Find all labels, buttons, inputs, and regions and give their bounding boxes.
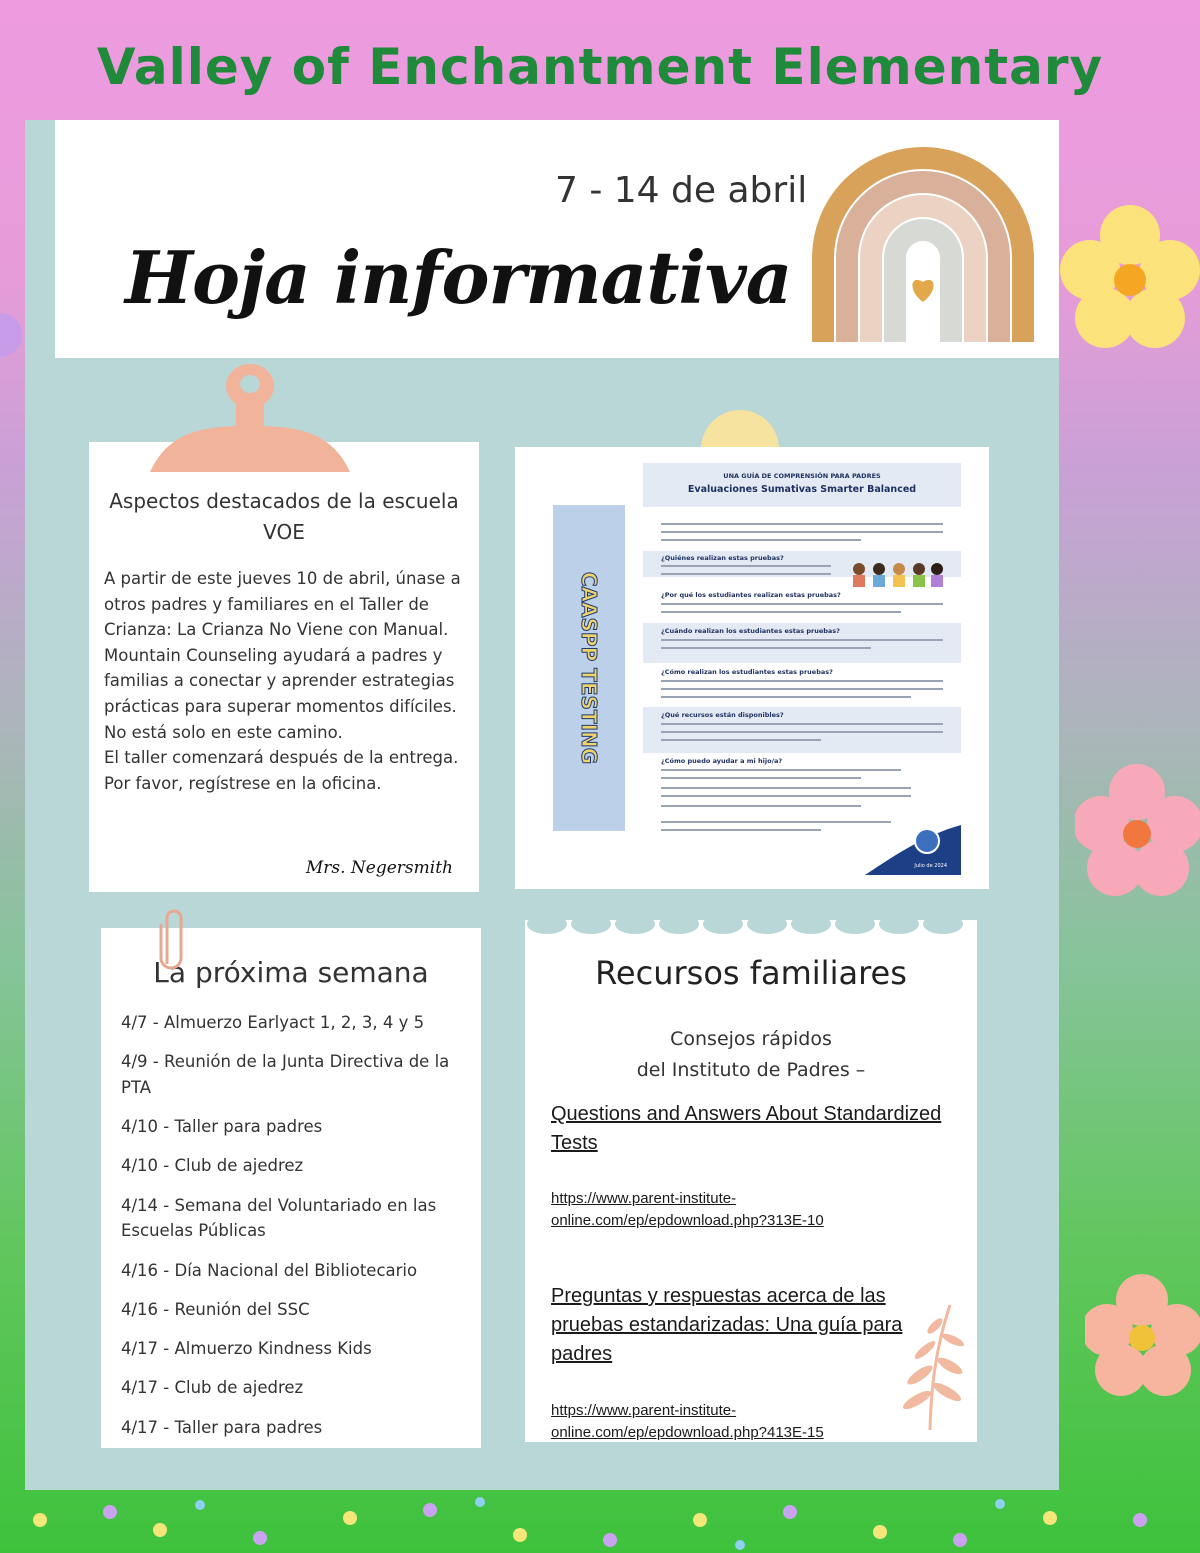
fern-leaf-icon [895, 1300, 965, 1430]
school-title: Valley of Enchantment Elementary [96, 38, 1104, 96]
resources-subtitle-line: del Instituto de Padres – [636, 1059, 866, 1081]
family-resources-card [525, 920, 977, 1442]
event-item: 4/17 - Club de ajedrez [121, 1378, 304, 1398]
text-line [661, 680, 943, 682]
event-item: 4/9 - Reunión de la Junta Directiva de la PTA [121, 1052, 450, 1097]
clipboard-clip-icon [150, 360, 350, 472]
text-line [661, 523, 943, 525]
caaspp-banner [553, 505, 625, 831]
text-line [661, 565, 831, 567]
resources-subtitle-line: Consejos rápidos [670, 1028, 832, 1050]
events-list [121, 1010, 471, 1454]
text-line [661, 829, 821, 831]
text-line [661, 739, 821, 741]
event-item: 4/7 - Almuerzo Earlyact 1, 2, 3, 4 y 5 [121, 1013, 425, 1032]
caaspp-banner-text: CAASPP TESTING [577, 571, 601, 765]
highlights-paragraph: El taller comenzará después de la entrega. Por favor, regístrese en la oficina. [104, 748, 459, 793]
rainbow-icon [807, 142, 1039, 342]
newsletter-sheet [25, 120, 1059, 1490]
event-item: 4/10 - Club de ajedrez [121, 1156, 304, 1176]
guide-title: Evaluaciones Sumativas Smarter Balanced [687, 484, 917, 495]
event-item: 4/17 - Taller para padres [121, 1417, 323, 1437]
guide-question: ¿Quiénes realizan estas pruebas? [661, 554, 784, 562]
newsletter-title: Hoja informativa [125, 235, 792, 320]
text-line [661, 539, 861, 541]
resource-url-spanish[interactable]: https://www.parent-institute-online.com/ep/epdownload.php?413E-15 [551, 1402, 824, 1441]
text-line [661, 787, 911, 789]
paperclip-icon [157, 904, 187, 974]
guide-question: ¿Cómo realizan los estudiantes estas pruebas? [661, 668, 833, 676]
event-item: 4/16 - Día Nacional del Bibliotecario [121, 1260, 418, 1280]
text-line [661, 731, 943, 733]
highlights-paragraph: A partir de este jueves 10 de abril, únase a otros padres y familiares en el Taller de Crianza: La Crianza No Viene con Manual. Mountain Counseling ayudará a padres y familias a conectar y aprender estrategias prácticas para superar momentos difíciles. No está solo en este camino. [104, 569, 461, 742]
flower-decoration-icon [1085, 1270, 1200, 1400]
text-line [661, 611, 901, 613]
flower-decoration-icon [1060, 200, 1200, 350]
resource-link-english[interactable]: Questions and Answers About Standardized Tests [551, 1103, 942, 1154]
caaspp-guide-card [515, 447, 989, 889]
parent-guide-document [643, 463, 961, 875]
text-line [661, 696, 911, 698]
date-range: 7 - 14 de abril [555, 170, 808, 211]
text-line [661, 723, 943, 725]
guide-date: Julio de 2024 [914, 863, 947, 869]
resource-link-spanish[interactable]: Preguntas y respuestas acerca de las pruebas estandarizadas: Una guía para padres [551, 1285, 903, 1365]
event-item: 4/14 - Semana del Voluntariado en las Escuelas Públicas [121, 1195, 437, 1241]
text-line [661, 531, 943, 533]
resources-subtitle [525, 1024, 977, 1086]
guide-question: ¿Cuándo realizan los estudiantes estas pruebas? [661, 627, 840, 635]
event-item: 4/16 - Reunión del SSC [121, 1299, 310, 1319]
resources-title: Recursos familiares [595, 954, 907, 992]
guide-subtitle: UNA GUÍA DE COMPRENSIÓN PARA PADRES [723, 472, 881, 480]
highlights-card [89, 442, 479, 892]
text-line [661, 805, 861, 807]
text-line [661, 821, 891, 823]
next-week-card [101, 928, 481, 1448]
guide-question: ¿Qué recursos están disponibles? [661, 711, 784, 719]
event-item: 4/17 - Almuerzo Kindness Kids [121, 1339, 372, 1359]
text-line [661, 573, 831, 575]
text-line [661, 769, 901, 771]
text-line [661, 777, 861, 779]
small-flowers-icon [0, 1490, 1200, 1553]
guide-question: ¿Por qué los estudiantes realizan estas pruebas? [661, 591, 841, 599]
flower-decoration-icon [0, 300, 22, 370]
highlights-body [104, 566, 466, 796]
flower-decoration-icon [1075, 760, 1200, 900]
resource-url-english[interactable]: https://www.parent-institute-online.com/ep/epdownload.php?313E-10 [551, 1190, 824, 1229]
highlights-heading: Aspectos destacados de la escuela VOE [109, 489, 459, 544]
text-line [661, 639, 943, 641]
text-line [661, 647, 871, 649]
scallop-edge [525, 920, 977, 946]
next-week-title: La próxima semana [153, 956, 429, 989]
text-line [661, 603, 943, 605]
text-line [661, 795, 911, 797]
text-line [661, 688, 943, 690]
signature: Mrs. Negersmith [305, 858, 453, 878]
event-item: 4/10 - Taller para padres [121, 1117, 323, 1137]
guide-question: ¿Cómo puedo ayudar a mi hijo/a? [661, 757, 783, 765]
header-band [55, 120, 1059, 358]
